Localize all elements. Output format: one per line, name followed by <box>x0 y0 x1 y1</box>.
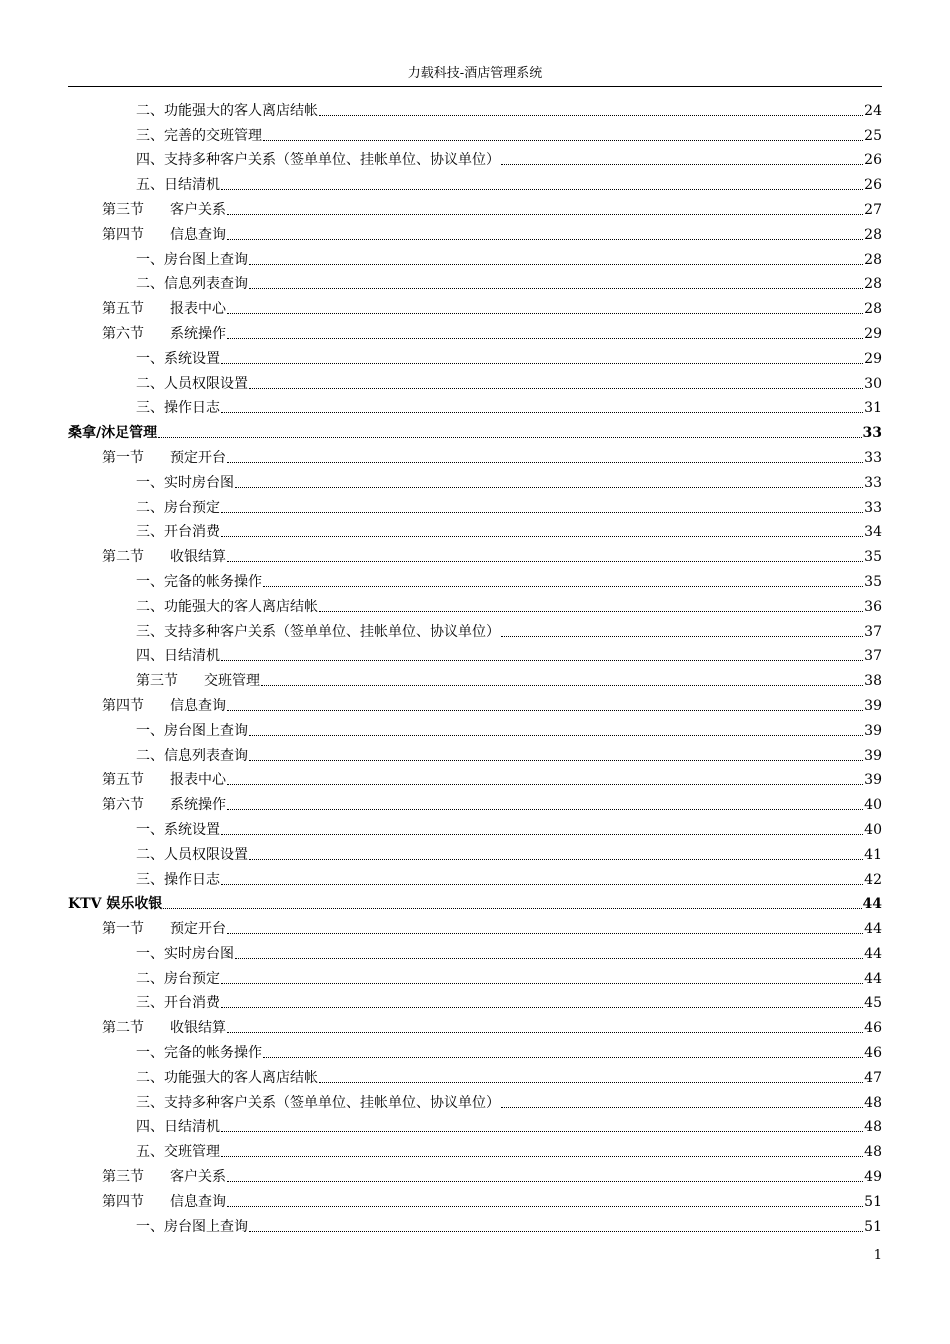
toc-entry-page: 28 <box>864 251 882 268</box>
toc-entry-title: 三、开台消费 <box>136 524 220 541</box>
toc-entry-title: 二、信息列表查询 <box>136 276 248 293</box>
toc-entry-subtitle: 收银结算 <box>170 1020 226 1037</box>
toc-entry[interactable] <box>68 1186 882 1211</box>
toc-entry-title: 一、完备的帐务操作 <box>136 573 262 590</box>
toc-entry-label <box>136 722 248 740</box>
toc-entry-page: 37 <box>864 623 882 640</box>
toc-entry-label <box>136 251 248 269</box>
toc-entry-label <box>136 1094 500 1112</box>
toc-entry-page: 49 <box>864 1169 882 1186</box>
dot-leader <box>227 337 863 339</box>
toc-entry-title: 五、日结清机 <box>136 177 220 194</box>
toc-entry-subtitle: 系统操作 <box>170 797 226 814</box>
toc-entry[interactable] <box>68 219 882 244</box>
toc-entry-subtitle: 信息查询 <box>170 1193 226 1210</box>
toc-entry-page: 29 <box>864 325 882 342</box>
toc-entry-title: 二、人员权限设置 <box>136 846 248 863</box>
toc-entry-title: 一、房台图上查询 <box>136 722 248 739</box>
toc-entry-page: 26 <box>864 177 882 194</box>
toc-entry-page: 28 <box>864 301 882 318</box>
toc-entry-page: 48 <box>864 1094 882 1111</box>
toc-entry-page: 45 <box>864 995 882 1012</box>
toc-entry-subtitle: 收银结算 <box>170 549 226 566</box>
dot-leader <box>249 858 863 860</box>
toc-entry-title: 桑拿/沐足管理 <box>68 425 158 442</box>
toc-entry-label <box>136 970 220 988</box>
toc-entry[interactable] <box>68 194 882 219</box>
dot-leader <box>221 411 863 413</box>
dot-leader <box>221 1130 863 1132</box>
toc-entry-subtitle: 预定开台 <box>170 449 226 466</box>
dot-leader <box>227 461 863 463</box>
toc-entry-title: 四、支持多种客户关系（签单单位、挂帐单位、协议单位） <box>136 152 500 169</box>
toc-entry-page: 47 <box>864 1069 882 1086</box>
toc-entry-title: 第六节 <box>102 325 144 342</box>
toc-entry[interactable] <box>68 789 882 814</box>
toc-entry[interactable] <box>68 889 882 914</box>
toc-entry[interactable] <box>68 690 882 715</box>
toc-entry-subtitle: 客户关系 <box>170 1169 226 1186</box>
toc-entry-title: 第二节 <box>102 1020 144 1037</box>
dot-leader <box>249 759 863 761</box>
toc-entry-title: 一、实时房台图 <box>136 474 234 491</box>
toc-entry[interactable] <box>68 1136 882 1161</box>
toc-entry[interactable] <box>68 988 882 1013</box>
toc-entry-title: 二、房台预定 <box>136 499 220 516</box>
toc-entry-label <box>102 1193 226 1211</box>
toc-entry-label <box>136 176 220 194</box>
dot-leader <box>227 808 863 810</box>
dot-leader <box>227 932 863 934</box>
toc-entry[interactable] <box>68 368 882 393</box>
toc-entry[interactable] <box>68 541 882 566</box>
toc-entry[interactable] <box>68 120 882 145</box>
dot-leader <box>221 659 863 661</box>
dot-leader <box>249 734 863 736</box>
toc-entry-page: 44 <box>864 945 882 962</box>
dot-leader <box>319 610 863 612</box>
toc-entry-label <box>136 821 220 839</box>
toc-entry[interactable] <box>68 517 882 542</box>
toc-entry-label <box>68 895 162 913</box>
dot-leader <box>501 1106 863 1108</box>
dot-leader <box>249 1230 863 1232</box>
toc-entry[interactable] <box>68 1161 882 1186</box>
toc-entry-label <box>136 151 500 169</box>
dot-leader <box>235 486 863 488</box>
toc-entry-label <box>136 598 318 616</box>
dot-leader <box>221 511 863 513</box>
dot-leader <box>227 213 863 215</box>
toc-entry-page: 48 <box>864 1144 882 1161</box>
toc-entry-label <box>136 747 248 765</box>
dot-leader <box>319 114 863 116</box>
toc-entry-label <box>136 672 260 690</box>
dot-leader <box>227 783 863 785</box>
toc-entry-page: 48 <box>864 1119 882 1136</box>
toc-entry-subtitle: 信息查询 <box>170 226 226 243</box>
toc-entry[interactable] <box>68 244 882 269</box>
toc-entry-title: 第四节 <box>102 226 144 243</box>
dot-leader <box>263 1056 863 1058</box>
toc-entry-subtitle: 预定开台 <box>170 921 226 938</box>
toc-entry-label <box>136 399 220 417</box>
toc-entry[interactable] <box>68 442 882 467</box>
toc-entry[interactable] <box>68 1112 882 1137</box>
toc-entry[interactable] <box>68 715 882 740</box>
toc-entry[interactable] <box>68 293 882 318</box>
toc-entry-title: 第一节 <box>102 449 144 466</box>
toc-entry-title: 第五节 <box>102 301 144 318</box>
toc-entry-label <box>136 275 248 293</box>
toc-entry-title: 第三节 <box>136 673 178 690</box>
toc-entry[interactable] <box>68 318 882 343</box>
toc-entry-page: 39 <box>864 697 882 714</box>
toc-entry-title: 第三节 <box>102 1169 144 1186</box>
dot-leader <box>221 982 863 984</box>
toc-entry-page: 38 <box>864 673 882 690</box>
toc-entry-label <box>68 424 157 442</box>
toc-entry-page: 39 <box>864 772 882 789</box>
toc-entry-label <box>102 1168 226 1186</box>
toc-entry-label <box>136 846 248 864</box>
dot-leader <box>319 1081 863 1083</box>
toc-entry-page: 33 <box>862 425 882 442</box>
toc-entry-label <box>136 375 248 393</box>
toc-entry[interactable] <box>68 566 882 591</box>
toc-entry-page: 30 <box>864 375 882 392</box>
toc-entry[interactable] <box>68 1211 882 1236</box>
toc-entry-subtitle: 信息查询 <box>170 697 226 714</box>
toc-entry-label <box>102 796 226 814</box>
toc-entry-title: 二、功能强大的客人离店结帐 <box>136 102 318 119</box>
toc-entry[interactable] <box>68 641 882 666</box>
dot-leader <box>263 585 863 587</box>
dot-leader <box>263 139 863 141</box>
dot-leader <box>227 560 863 562</box>
toc-entry[interactable] <box>68 1012 882 1037</box>
toc-entry[interactable] <box>68 765 882 790</box>
toc-entry-title: 第五节 <box>102 772 144 789</box>
dot-leader <box>261 684 863 686</box>
toc-entry-label <box>136 647 220 665</box>
toc-entry-label <box>136 1069 318 1087</box>
toc-entry-title: 二、房台预定 <box>136 970 220 987</box>
toc-entry-title: 一、房台图上查询 <box>136 1218 248 1235</box>
toc-entry-title: 一、房台图上查询 <box>136 251 248 268</box>
toc-entry-page: 35 <box>864 549 882 566</box>
toc-entry-subtitle: 报表中心 <box>170 772 226 789</box>
dot-leader <box>249 387 863 389</box>
toc-entry-title: 二、信息列表查询 <box>136 747 248 764</box>
toc-entry-page: 39 <box>864 722 882 739</box>
toc-entry[interactable] <box>68 417 882 442</box>
toc-entry[interactable] <box>68 1037 882 1062</box>
toc-entry-title: 二、功能强大的客人离店结帐 <box>136 1069 318 1086</box>
toc-entry-title: 二、人员权限设置 <box>136 375 248 392</box>
toc-entry-subtitle: 客户关系 <box>170 201 226 218</box>
toc-entry[interactable] <box>68 343 882 368</box>
toc-entry-title: 三、操作日志 <box>136 400 220 417</box>
toc-entry-subtitle: 系统操作 <box>170 325 226 342</box>
toc-entry-title: 一、完备的帐务操作 <box>136 1045 262 1062</box>
toc-entry-title: KTV 娱乐收银 <box>68 896 163 913</box>
toc-entry-page: 27 <box>864 201 882 218</box>
toc-entry[interactable] <box>68 913 882 938</box>
dot-leader <box>227 1205 863 1207</box>
toc-entry-page: 44 <box>864 921 882 938</box>
dot-leader <box>221 1155 863 1157</box>
toc-entry-label <box>136 1044 262 1062</box>
dot-leader <box>221 833 863 835</box>
toc-entry-label <box>136 945 234 963</box>
dot-leader <box>227 312 863 314</box>
toc-entry[interactable] <box>68 591 882 616</box>
toc-entry-title: 三、完善的交班管理 <box>136 127 262 144</box>
toc-entry-page: 26 <box>864 152 882 169</box>
toc-entry-label <box>136 1218 248 1236</box>
toc-entry-page: 33 <box>864 499 882 516</box>
toc-entry-title: 三、操作日志 <box>136 871 220 888</box>
toc-entry-label <box>102 201 226 219</box>
toc-entry-page: 37 <box>864 648 882 665</box>
toc-entry-page: 24 <box>864 102 882 119</box>
toc-entry[interactable] <box>68 269 882 294</box>
dot-leader <box>227 1031 863 1033</box>
toc-entry-page: 36 <box>864 598 882 615</box>
toc-entry[interactable] <box>68 1062 882 1087</box>
toc-entry[interactable] <box>68 616 882 641</box>
toc-entry-page: 51 <box>864 1218 882 1235</box>
toc-entry-page: 39 <box>864 747 882 764</box>
toc-entry-page: 40 <box>864 821 882 838</box>
dot-leader <box>221 1006 863 1008</box>
toc-entry[interactable] <box>68 1087 882 1112</box>
dot-leader <box>249 287 863 289</box>
toc-entry-title: 三、支持多种客户关系（签单单位、挂帐单位、协议单位） <box>136 623 500 640</box>
toc-entry-label <box>102 325 226 343</box>
dot-leader <box>227 238 863 240</box>
toc-entry-title: 四、日结清机 <box>136 648 220 665</box>
dot-leader <box>227 1180 863 1182</box>
toc-entry[interactable] <box>68 95 882 120</box>
toc-entry-label <box>136 1143 220 1161</box>
toc-entry-title: 一、系统设置 <box>136 350 220 367</box>
dot-leader <box>221 535 863 537</box>
dot-leader <box>227 709 863 711</box>
page-header: 力载科技-酒店管理系统 <box>68 64 882 87</box>
toc-entry-page: 44 <box>864 970 882 987</box>
toc-entry[interactable] <box>68 467 882 492</box>
toc-entry-title: 五、交班管理 <box>136 1144 220 1161</box>
toc-entry-title: 一、系统设置 <box>136 821 220 838</box>
dot-leader <box>163 907 861 909</box>
toc-entry[interactable] <box>68 740 882 765</box>
toc-entry-page: 28 <box>864 226 882 243</box>
toc-entry-label <box>136 994 220 1012</box>
toc-entry-page: 31 <box>864 400 882 417</box>
toc-entry-label <box>136 623 500 641</box>
toc-entry-subtitle: 报表中心 <box>170 301 226 318</box>
toc-entry-page: 29 <box>864 350 882 367</box>
toc-entry-page: 40 <box>864 797 882 814</box>
toc-entry-label <box>102 697 226 715</box>
page-number: 1 <box>873 1248 882 1263</box>
toc-entry-page: 25 <box>864 127 882 144</box>
dot-leader <box>221 883 863 885</box>
toc-entry[interactable] <box>68 814 882 839</box>
toc-entry-label <box>102 920 226 938</box>
table-of-contents <box>68 95 882 1236</box>
toc-entry-page: 35 <box>864 573 882 590</box>
toc-entry[interactable] <box>68 145 882 170</box>
toc-entry[interactable] <box>68 492 882 517</box>
toc-entry-label <box>102 449 226 467</box>
toc-entry-title: 四、日结清机 <box>136 1119 220 1136</box>
toc-entry-title: 三、支持多种客户关系（签单单位、挂帐单位、协议单位） <box>136 1094 500 1111</box>
toc-entry-label <box>136 1118 220 1136</box>
toc-entry-label <box>136 474 234 492</box>
toc-entry-page: 51 <box>864 1193 882 1210</box>
toc-entry[interactable] <box>68 963 882 988</box>
dot-leader <box>249 263 863 265</box>
toc-entry[interactable] <box>68 393 882 418</box>
toc-entry-page: 33 <box>864 449 882 466</box>
toc-entry-title: 二、功能强大的客人离店结帐 <box>136 598 318 615</box>
dot-leader <box>501 635 863 637</box>
dot-leader <box>158 436 861 438</box>
toc-entry-label <box>136 523 220 541</box>
toc-entry-label <box>102 1019 226 1037</box>
toc-entry-label <box>102 300 226 318</box>
dot-leader <box>221 188 863 190</box>
toc-entry-label <box>136 127 262 145</box>
toc-entry-title: 第一节 <box>102 921 144 938</box>
toc-entry-label <box>102 548 226 566</box>
toc-entry-subtitle: 交班管理 <box>204 673 260 690</box>
toc-entry-title: 一、实时房台图 <box>136 945 234 962</box>
toc-entry-label <box>102 226 226 244</box>
toc-entry-label <box>136 499 220 517</box>
toc-entry-page: 42 <box>864 871 882 888</box>
toc-entry-page: 28 <box>864 276 882 293</box>
toc-entry-label <box>136 871 220 889</box>
toc-entry-title: 第六节 <box>102 797 144 814</box>
toc-entry-title: 三、开台消费 <box>136 995 220 1012</box>
toc-entry-title: 第二节 <box>102 549 144 566</box>
dot-leader <box>235 957 863 959</box>
toc-entry-label <box>136 102 318 120</box>
toc-entry-page: 46 <box>864 1020 882 1037</box>
dot-leader <box>221 362 863 364</box>
toc-entry-title: 第三节 <box>102 201 144 218</box>
toc-entry[interactable] <box>68 938 882 963</box>
toc-entry-title: 第四节 <box>102 697 144 714</box>
toc-entry-page: 34 <box>864 524 882 541</box>
dot-leader <box>501 163 863 165</box>
toc-entry-label <box>102 771 226 789</box>
toc-entry-page: 41 <box>864 846 882 863</box>
toc-entry-label <box>136 573 262 591</box>
toc-entry[interactable] <box>68 665 882 690</box>
toc-entry[interactable] <box>68 839 882 864</box>
toc-entry-label <box>136 350 220 368</box>
toc-entry[interactable] <box>68 169 882 194</box>
toc-entry-page: 46 <box>864 1045 882 1062</box>
toc-entry-page: 44 <box>862 896 882 913</box>
toc-entry-title: 第四节 <box>102 1193 144 1210</box>
toc-entry-page: 33 <box>864 474 882 491</box>
toc-entry[interactable] <box>68 864 882 889</box>
